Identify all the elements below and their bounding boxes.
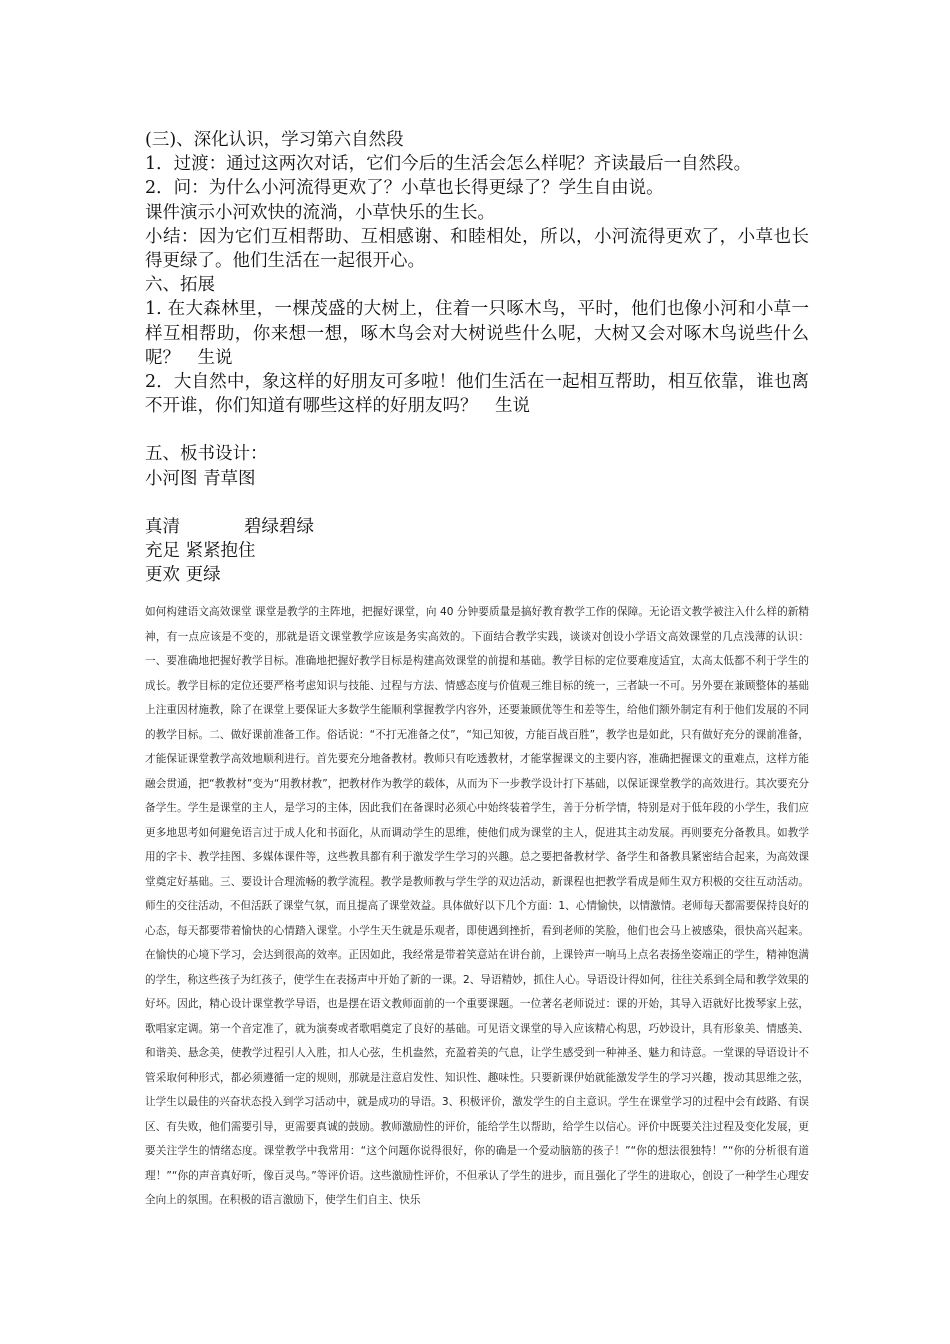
heading-extension: 六、拓展 [145,275,215,296]
board-row-1 [145,515,809,539]
step-transition: 1．过渡：通过这两次对话，它们今后的生活会怎么样呢？齐读最后一自然段。 [145,154,752,175]
article-section [145,600,809,1213]
extension-item-2: 2．大自然中，象这样的好朋友可多啦！他们生活在一起相互帮助，相互依靠，谁也离不开谁，你们知道有哪些这样的好朋友吗？ 生说 [145,372,809,417]
extension-item-1: 1. 在大森林里，一棵茂盛的大树上，住着一只啄木鸟，平时，他们也像小河和小草一样互相帮助，你来想一想，啄木鸟会对大树说些什么呢，大树又会对啄木鸟说些什么呢？ 生说 [145,299,809,368]
board-row-1-right: 碧绿碧绿 [244,516,314,537]
heading-deepen-understanding: (三)、深化认识，学习第六自然段 [145,130,404,150]
board-row-3: 更欢 更绿 [145,565,221,586]
board-row-1-left: 真清 [145,516,180,537]
spacer [145,418,809,442]
article-body: 如何构建语文高效课堂 课堂是教学的主阵地，把握好课堂，向 40 分钟要质量是搞好教育教学工作的保障。无论语文教学被注入什么样的新精神，有一点应该是不变的，那就是语文课堂教学应该是务实高效的。下面结合教学实践，谈谈对创设小学语文高效课堂的几点浅薄的认识：一、要准确地把握好教学目标。准确地把握好教学目标是构建高效课堂的前提和基础。教学目标的定位要难度适宜，太高太低都不利于学生的成长。教学目标的定位还要严格考虑知识与技能、过程与方法、情感态度与价值观三维目标的统一，三者缺一不可。另外要在兼顾整体的基础上注重因材施教，除了在课堂上要保证大多数学生能顺利掌握教学内容外，还要兼顾优等生和差等生，给他们额外制定有利于他们发展的不同的教学目标。二、做好课前准备工作。俗话说：“不打无准备之仗”，“知己知彼，方能百战百胜”，教学也是如此，只有做好充分的课前准备，才能保证课堂教学高效地顺利进行。首先要充分地备教材。教师只有吃透教材，才能掌握课文的主要内容，准确把握课文的重难点，这样方能融会贯通，把“教教材”变为“用教材教”，把教材作为教学的载体，从而为下一步教学设计打下基础，以保证课堂教学的高效进行。其次要充分备学生。学生是课堂的主人，是学习的主体，因此我们在备课时必须心中始终装着学生，善于分析学情，特别是对于低年段的小学生，我们应更多地思考如何避免语言过于成人化和书面化，从而调动学生的思维，使他们成为课堂的主人，促进其主动发展。再则要充分备教具。如教学用的字卡、教学挂图、多媒体课件等，这些教具都有利于激发学生学习的兴趣。总之要把备教材学、备学生和备教具紧密结合起来，为高效课堂奠定好基础。三、要设计合理流畅的教学流程。教学是教师教与学生学的双边活动，新课程也把教学看成是师生双方积极的交往互动活动。师生的交往活动，不但活跃了课堂气氛，而且提高了课堂效益。具体做好以下几个方面：1、心情愉快，以情激情。老师每天都需要保持良好的心态，每天都要带着愉快的心情踏入课堂。小学生天生就是乐观者，即使遇到挫折，看到老师的笑脸，他们也会马上被感染，很快高兴起来。在愉快的心境下学习，会达到很高的效率。正因如此，我经常是带着笑意站在讲台前，上课铃声一响马上点名表扬坐姿端正的学生，精神饱满的学生，称这些孩子为红孩子，使学生在表扬声中开始了新的一课。2、导语精妙，抓住人心。导语设计得如何，往往关系到全局和教学效果的好坏。因此，精心设计课堂教学导语，也是摆在语文教师面前的一个重要课题。一位著名老师说过：课的开始，其导入语就好比拨琴家上弦，歌唱家定调。第一个音定准了，就为演奏或者歌唱奠定了良好的基础。可见语文课堂的导入应该精心构思，巧妙设计，具有形象美、情感美、和谐美、悬念美，使教学过程引人入胜，扣人心弦，生机盎然，充盈着美的气息，让学生感受到一种神圣、魅力和诗意。一堂课的导语设计不管采取何种形式，都必须遵循一定的规则，那就是注意启发性、知识性、趣味性。只要新课伊始就能激发学生的学习兴趣，拨动其思维之弦，让学生以最佳的兴奋状态投入到学习活动中，就是成功的导语。3、积极评价，激发学生的自主意识。学生在课堂学习的过程中会有歧路、有误区、有失败，他们需要引导，更需要真诚的鼓励。教师激励性的评价，能给学生以帮助，给学生以信心。评价中既要关注过程及变化发展，更要关注学生的情绪态度。课堂教学中我常用：“这个问题你说得很好，你的确是一个爱动脑筋的孩子！”“你的想法很独特！”“你的分析很有道理！”“你的声音真好听，像百灵鸟。”等评价语。这些激励性评价，不但承认了学生的进步，而且强化了学生的进取心，创设了一种学生心理安全向上的氛围。在积极的语言激励下，使学生们自主、快乐 [145,606,809,1206]
summary-paragraph: 小结：因为它们互相帮助、互相感谢、和睦相处，所以，小河流得更欢了，小草也长得更绿了。他们生活在一起很开心。 [145,226,809,272]
heading-board-design: 五、板书设计： [145,444,268,465]
spacer [145,491,809,515]
board-title: 小河图 青草图 [145,468,256,489]
lesson-plan-section [145,128,809,587]
board-row-2: 充足 紧紧抱住 [145,541,256,562]
courseware-demo: 课件演示小河欢快的流淌，小草快乐的生长。 [145,202,495,223]
step-question: 2．问：为什么小河流得更欢了？小草也长得更绿了？学生自由说。 [145,178,664,199]
